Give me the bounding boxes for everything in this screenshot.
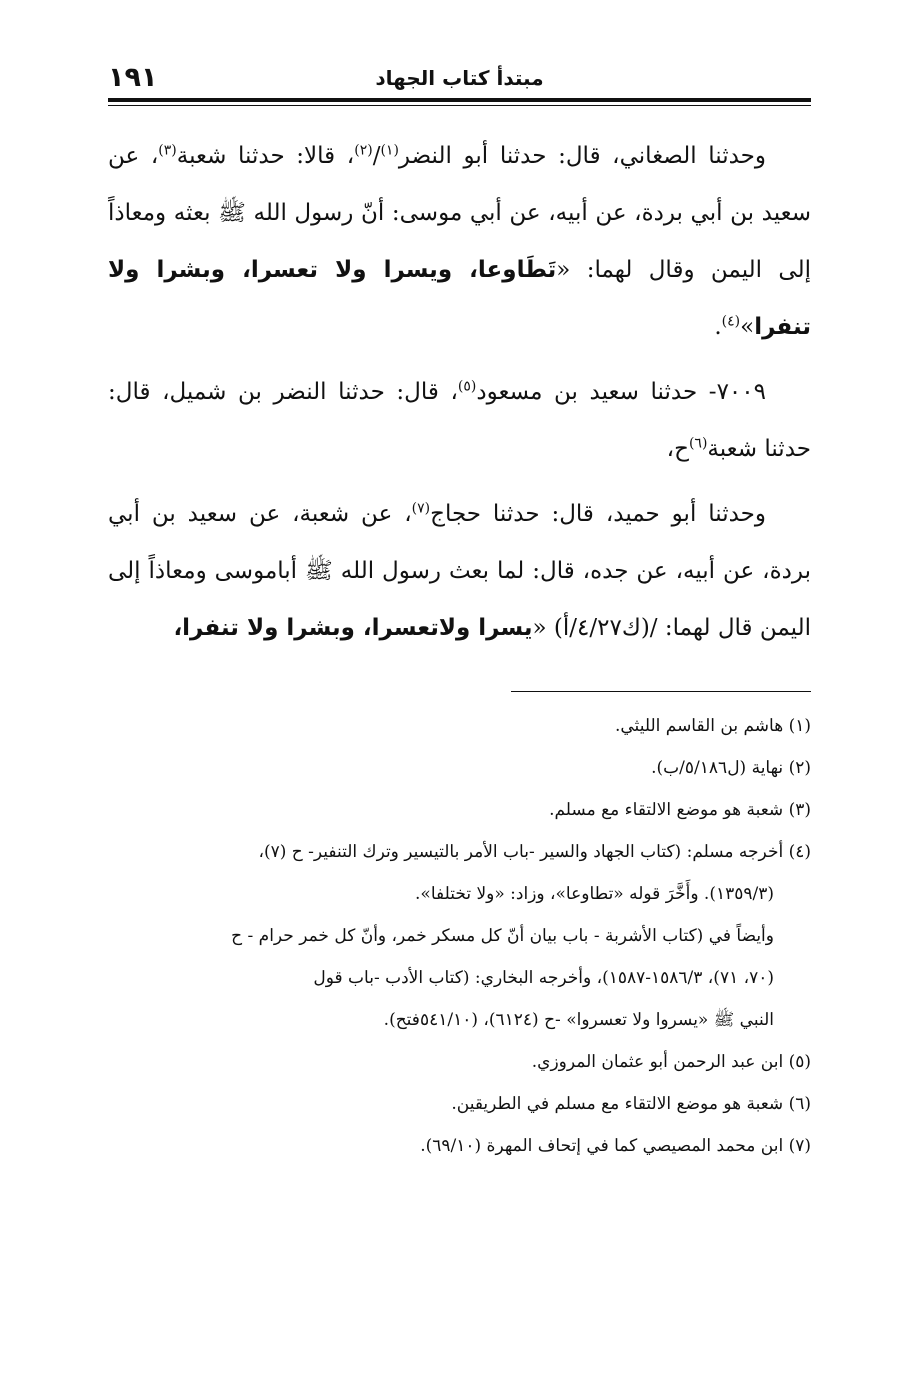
paragraph-2	[108, 364, 811, 478]
text-run: وحدثنا أبو حميد، قال: حدثنا حجاج	[430, 501, 766, 527]
footnote-separator	[511, 691, 811, 692]
footnote-4-continuation: (٧٠، ٧١)، ١٥٨٦/٣-١٥٨٧)، وأخرجه البخاري: (كتاب الأدب -باب قول	[313, 968, 774, 988]
footnote-ref: (٥)	[457, 378, 477, 395]
page	[108, 62, 811, 1170]
footnote-2: (٢) نهاية (ل٥/١٨٦/ب).	[651, 758, 811, 778]
footnote-ref: (٧)	[411, 500, 431, 517]
text-run: ، قالا: حدثنا شعبة	[176, 143, 355, 169]
main-text	[108, 128, 811, 657]
text-run: /	[372, 143, 381, 169]
text-run: ، قال: حدثنا النضر بن شميل، قال: حدثنا شعبة	[108, 379, 811, 462]
footnote-6: (٦) شعبة هو موضع الالتقاء مع مسلم في الطريقين.	[451, 1094, 811, 1114]
footnote-ref: (٤)	[721, 313, 741, 330]
footnote-5: (٥) ابن عبد الرحمن أبو عثمان المروزي.	[531, 1052, 811, 1072]
text-run: ح،	[666, 436, 689, 462]
hadith-text: تَطَاوعا، ويسرا ولا تعسرا، وبشرا ولا تنفرا	[108, 257, 811, 340]
hadith-text: يسرا ولاتعسرا، وبشرا ولا تنفرا،	[173, 615, 533, 641]
paragraph-3	[108, 486, 811, 657]
footnote-ref: (٦)	[688, 435, 708, 452]
footnotes	[108, 708, 811, 1164]
footnote-3: (٣) شعبة هو موضع الالتقاء مع مسلم.	[549, 800, 811, 820]
footnote-4: (٤) أخرجه مسلم: (كتاب الجهاد والسير -باب الأمر بالتيسير وترك التنفير- ح (٧)،	[258, 842, 811, 862]
page-number: ١٩١	[108, 62, 158, 93]
footnote-4-continuation: وأيضاً في (كتاب الأشربة - باب بيان أنّ كل مسكر خمر، وأنّ كل خمر حرام - ح	[231, 926, 774, 946]
hadith-number-text: ٧٠٠٩- حدثنا سعيد بن مسعود	[476, 379, 766, 405]
footnote-1: (١) هاشم بن القاسم الليثي.	[614, 716, 811, 736]
running-header	[108, 62, 811, 102]
text-run: ، عن سعيد بن أبي بردة، عن أبيه، عن أبي موسى: أنّ رسول الله ﷺ بعثه ومعاذاً إلى اليمن وقال لهما: «	[108, 143, 811, 283]
header-title: مبتدأ كتاب الجهاد	[375, 66, 544, 90]
text-run: ، عن شعبة، عن سعيد بن أبي بردة، عن أبيه، عن جده، قال: لما بعث رسول الله ﷺ أباموسى ومعاذاً إلى اليمن قال لهما: /(ك٤/٢٧/أ) «	[108, 501, 811, 641]
footnote-ref: (١)	[380, 142, 399, 159]
footnote-7: (٧) ابن محمد المصيصي كما في إتحاف المهرة (٦٩/١٠).	[420, 1136, 811, 1156]
footnote-ref: (٣)	[158, 142, 177, 159]
text-run: »	[740, 314, 755, 340]
footnote-ref: (٢)	[354, 142, 373, 159]
paragraph-1	[108, 128, 811, 356]
text-run: وحدثنا الصغاني، قال: حدثنا أبو النضر	[398, 143, 767, 169]
footnote-4-continuation: (١٣٥٩/٣). وأَخَّرَ قوله «تطاوعا»، وزاد: «ولا تختلفا».	[415, 884, 774, 904]
text-run: .	[714, 314, 722, 340]
footnote-4-continuation: النبي ﷺ «يسروا ولا تعسروا» -ح (٦١٢٤)، (٥٤١/١٠فتح).	[383, 1010, 774, 1030]
